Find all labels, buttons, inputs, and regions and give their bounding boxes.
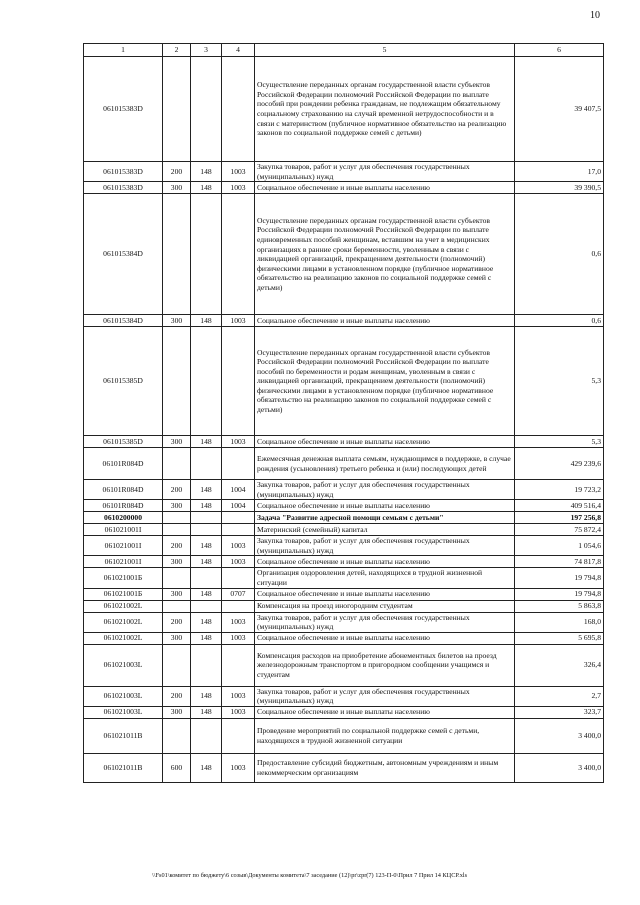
row-type (163, 600, 191, 612)
row-type: 300 (163, 315, 191, 327)
header-col-5: 5 (255, 44, 515, 57)
header-col-3: 3 (191, 44, 222, 57)
row-code: 061021001I (84, 556, 163, 568)
row-section: 0707 (222, 588, 255, 600)
row-description: Осуществление переданных органам государственной власти субъектов Российской Федерации полномочий Российской Федерации по выплате единовременных пособий женщинам, вставшим на учет в медицинских организациях в ранние сроки беременности, уволенным в связи с ликвидацией организаций, прекращением деятельности (полномочий) физическими лицами в установленном порядке (публичное нормативное обязательство на реализацию законов по социальной поддержке семей с детьми) (255, 194, 515, 315)
row-code: 0610200000 (84, 512, 163, 524)
row-code: 061015385D (84, 436, 163, 448)
row-amount: 323,7 (515, 706, 604, 718)
row-amount: 3 400,0 (515, 753, 604, 782)
row-code: 061021003L (84, 706, 163, 718)
row-description: Компенсация расходов на приобретение абонементных билетов на проезд железнодорожным транспортом в пригородном сообщении учащимся и студентам (255, 644, 515, 686)
row-amount: 5,3 (515, 327, 604, 436)
row-section: 1003 (222, 556, 255, 568)
row-dept (191, 718, 222, 753)
row-amount: 75 872,4 (515, 524, 604, 536)
row-dept: 148 (191, 556, 222, 568)
table-row (84, 315, 604, 327)
row-code: 061021001I (84, 524, 163, 536)
row-type: 200 (163, 686, 191, 706)
row-section (222, 512, 255, 524)
table-row (84, 194, 604, 315)
row-dept: 148 (191, 436, 222, 448)
row-code: 061015383D (84, 162, 163, 182)
row-amount: 19 794,8 (515, 568, 604, 588)
row-dept (191, 448, 222, 480)
header-col-1: 1 (84, 44, 163, 57)
row-type: 600 (163, 753, 191, 782)
row-description: Социальное обеспечение и иные выплаты населению (255, 706, 515, 718)
row-dept (191, 600, 222, 612)
row-code: 061021001Б (84, 588, 163, 600)
row-section (222, 644, 255, 686)
row-amount: 326,4 (515, 644, 604, 686)
row-description: Социальное обеспечение и иные выплаты населению (255, 632, 515, 644)
row-type (163, 194, 191, 315)
row-type: 300 (163, 182, 191, 194)
row-amount: 3 400,0 (515, 718, 604, 753)
row-code: 06101R084D (84, 500, 163, 512)
row-section: 1003 (222, 162, 255, 182)
row-section: 1003 (222, 612, 255, 632)
row-dept: 148 (191, 536, 222, 556)
row-amount: 1 054,6 (515, 536, 604, 556)
row-type: 200 (163, 612, 191, 632)
row-description: Закупка товаров, работ и услуг для обеспечения государственных (муниципальных) нужд (255, 612, 515, 632)
row-amount: 409 516,4 (515, 500, 604, 512)
row-dept: 148 (191, 632, 222, 644)
header-col-4: 4 (222, 44, 255, 57)
row-type: 200 (163, 480, 191, 500)
row-description: Материнский (семейный) капитал (255, 524, 515, 536)
row-amount: 5,3 (515, 436, 604, 448)
row-section (222, 194, 255, 315)
row-code: 061021011В (84, 718, 163, 753)
row-amount: 5 863,8 (515, 600, 604, 612)
row-description: Ежемесячная денежная выплата семьям, нуждающимся в поддержке, в случае рождения (усыновления) третьего ребенка и (или) последующих детей (255, 448, 515, 480)
row-code: 061021002L (84, 600, 163, 612)
row-amount: 2,7 (515, 686, 604, 706)
footer-file-path: \\Fs01\комитет по бюджету\6 созыв\Документы комитета\7 заседание (12)\pr\zpr(7) 123-П-0\Прил 7 Прил 14 КЦСР.xls (152, 872, 468, 879)
row-section: 1003 (222, 536, 255, 556)
row-type (163, 718, 191, 753)
row-section: 1004 (222, 480, 255, 500)
row-dept: 148 (191, 686, 222, 706)
row-description: Социальное обеспечение и иные выплаты населению (255, 500, 515, 512)
row-description: Компенсация на проезд иногородним студентам (255, 600, 515, 612)
row-dept: 148 (191, 182, 222, 194)
table-row (84, 632, 604, 644)
row-type: 300 (163, 500, 191, 512)
row-description: Закупка товаров, работ и услуг для обеспечения государственных (муниципальных) нужд (255, 536, 515, 556)
row-dept: 148 (191, 706, 222, 718)
table-row (84, 753, 604, 782)
row-dept (191, 512, 222, 524)
table-row (84, 512, 604, 524)
table-row (84, 706, 604, 718)
row-description: Проведение мероприятий по социальной поддержке семей с детьми, находящихся в трудной жизненной ситуации (255, 718, 515, 753)
row-amount: 19 794,8 (515, 588, 604, 600)
table-row (84, 480, 604, 500)
row-description: Социальное обеспечение и иные выплаты населению (255, 556, 515, 568)
page-number: 10 (590, 10, 600, 21)
row-description: Социальное обеспечение и иные выплаты населению (255, 436, 515, 448)
row-amount: 74 817,8 (515, 556, 604, 568)
row-code: 061021001Б (84, 568, 163, 588)
row-code: 061021003L (84, 644, 163, 686)
row-section: 1003 (222, 315, 255, 327)
row-dept (191, 327, 222, 436)
row-section (222, 524, 255, 536)
table-row (84, 644, 604, 686)
row-description: Социальное обеспечение и иные выплаты населению (255, 182, 515, 194)
row-code: 06101R084D (84, 480, 163, 500)
table-row (84, 536, 604, 556)
row-amount: 19 723,2 (515, 480, 604, 500)
row-type: 300 (163, 706, 191, 718)
row-description: Задача "Развитие адресной помощи семьям с детьми" (255, 512, 515, 524)
row-description: Закупка товаров, работ и услуг для обеспечения государственных (муниципальных) нужд (255, 686, 515, 706)
row-code: 061015383D (84, 57, 163, 162)
row-type (163, 524, 191, 536)
row-code: 061021001I (84, 536, 163, 556)
row-amount: 5 695,8 (515, 632, 604, 644)
row-dept: 148 (191, 500, 222, 512)
row-dept: 148 (191, 588, 222, 600)
row-amount: 429 239,6 (515, 448, 604, 480)
row-description: Осуществление переданных органам государственной власти субъектов Российской Федерации полномочий Российской Федерации по выплате пособий по беременности и родам женщинам, уволенным в связи с ликвидацией организаций, прекращением деятельности (полномочий) физическими лицами в установленном порядке (публичное нормативное обязательство на реализацию законов по социальной поддержке семей с детьми) (255, 327, 515, 436)
row-section (222, 568, 255, 588)
row-amount: 0,6 (515, 315, 604, 327)
row-description: Закупка товаров, работ и услуг для обеспечения государственных (муниципальных) нужд (255, 162, 515, 182)
row-section: 1003 (222, 632, 255, 644)
row-code: 061021003L (84, 686, 163, 706)
row-type: 300 (163, 588, 191, 600)
row-code: 061015383D (84, 182, 163, 194)
row-type: 200 (163, 536, 191, 556)
row-section (222, 718, 255, 753)
header-col-6: 6 (515, 44, 604, 57)
row-description: Социальное обеспечение и иные выплаты населению (255, 588, 515, 600)
row-type (163, 568, 191, 588)
row-code: 061021011В (84, 753, 163, 782)
row-amount: 197 256,8 (515, 512, 604, 524)
row-section (222, 600, 255, 612)
row-dept: 148 (191, 612, 222, 632)
row-dept: 148 (191, 162, 222, 182)
row-type (163, 644, 191, 686)
row-description: Предоставление субсидий бюджетным, автономным учреждениям и иным некоммерческим организациям (255, 753, 515, 782)
row-code: 061021002L (84, 632, 163, 644)
row-description: Закупка товаров, работ и услуг для обеспечения государственных (муниципальных) нужд (255, 480, 515, 500)
row-type: 300 (163, 556, 191, 568)
table-row (84, 686, 604, 706)
table-row (84, 57, 604, 162)
table-row (84, 568, 604, 588)
table-row (84, 718, 604, 753)
header-col-2: 2 (163, 44, 191, 57)
row-amount: 168,0 (515, 612, 604, 632)
row-type: 300 (163, 632, 191, 644)
row-section: 1003 (222, 182, 255, 194)
row-code: 061015385D (84, 327, 163, 436)
row-type (163, 448, 191, 480)
row-code: 06101R084D (84, 448, 163, 480)
row-section: 1003 (222, 686, 255, 706)
row-type: 200 (163, 162, 191, 182)
row-section: 1003 (222, 753, 255, 782)
row-description: Осуществление переданных органам государственной власти субъектов Российской Федерации полномочий Российской Федерации по выплате пособий при рождении ребенка гражданам, не подлежащим обязательному социальному страхованию на случай временной нетрудоспособности и в связи с материнством (публичное нормативное обязательство на реализацию законов по социальной поддержке семей с детьми) (255, 57, 515, 162)
row-code: 061015384D (84, 194, 163, 315)
row-amount: 17,0 (515, 162, 604, 182)
row-dept: 148 (191, 753, 222, 782)
row-dept (191, 568, 222, 588)
budget-table (83, 43, 604, 783)
row-dept: 148 (191, 315, 222, 327)
table-row (84, 448, 604, 480)
row-dept: 148 (191, 480, 222, 500)
table-row (84, 162, 604, 182)
row-description: Организация оздоровления детей, находящихся в трудной жизненной ситуации (255, 568, 515, 588)
table-row (84, 327, 604, 436)
row-section: 1003 (222, 436, 255, 448)
row-description: Социальное обеспечение и иные выплаты населению (255, 315, 515, 327)
table-row (84, 588, 604, 600)
row-dept (191, 644, 222, 686)
table-row (84, 612, 604, 632)
row-amount: 0,6 (515, 194, 604, 315)
row-type (163, 512, 191, 524)
table-row (84, 524, 604, 536)
row-amount: 39 390,5 (515, 182, 604, 194)
row-dept (191, 57, 222, 162)
row-section (222, 448, 255, 480)
row-section (222, 327, 255, 436)
table-row (84, 556, 604, 568)
row-section (222, 57, 255, 162)
row-code: 061021002L (84, 612, 163, 632)
table-row (84, 436, 604, 448)
row-amount: 39 407,5 (515, 57, 604, 162)
row-dept (191, 194, 222, 315)
row-type (163, 57, 191, 162)
row-section: 1003 (222, 706, 255, 718)
row-section: 1004 (222, 500, 255, 512)
row-type (163, 327, 191, 436)
row-dept (191, 524, 222, 536)
table-row (84, 500, 604, 512)
row-code: 061015384D (84, 315, 163, 327)
table-row (84, 182, 604, 194)
row-type: 300 (163, 436, 191, 448)
table-row (84, 600, 604, 612)
table-header-row (84, 44, 604, 57)
